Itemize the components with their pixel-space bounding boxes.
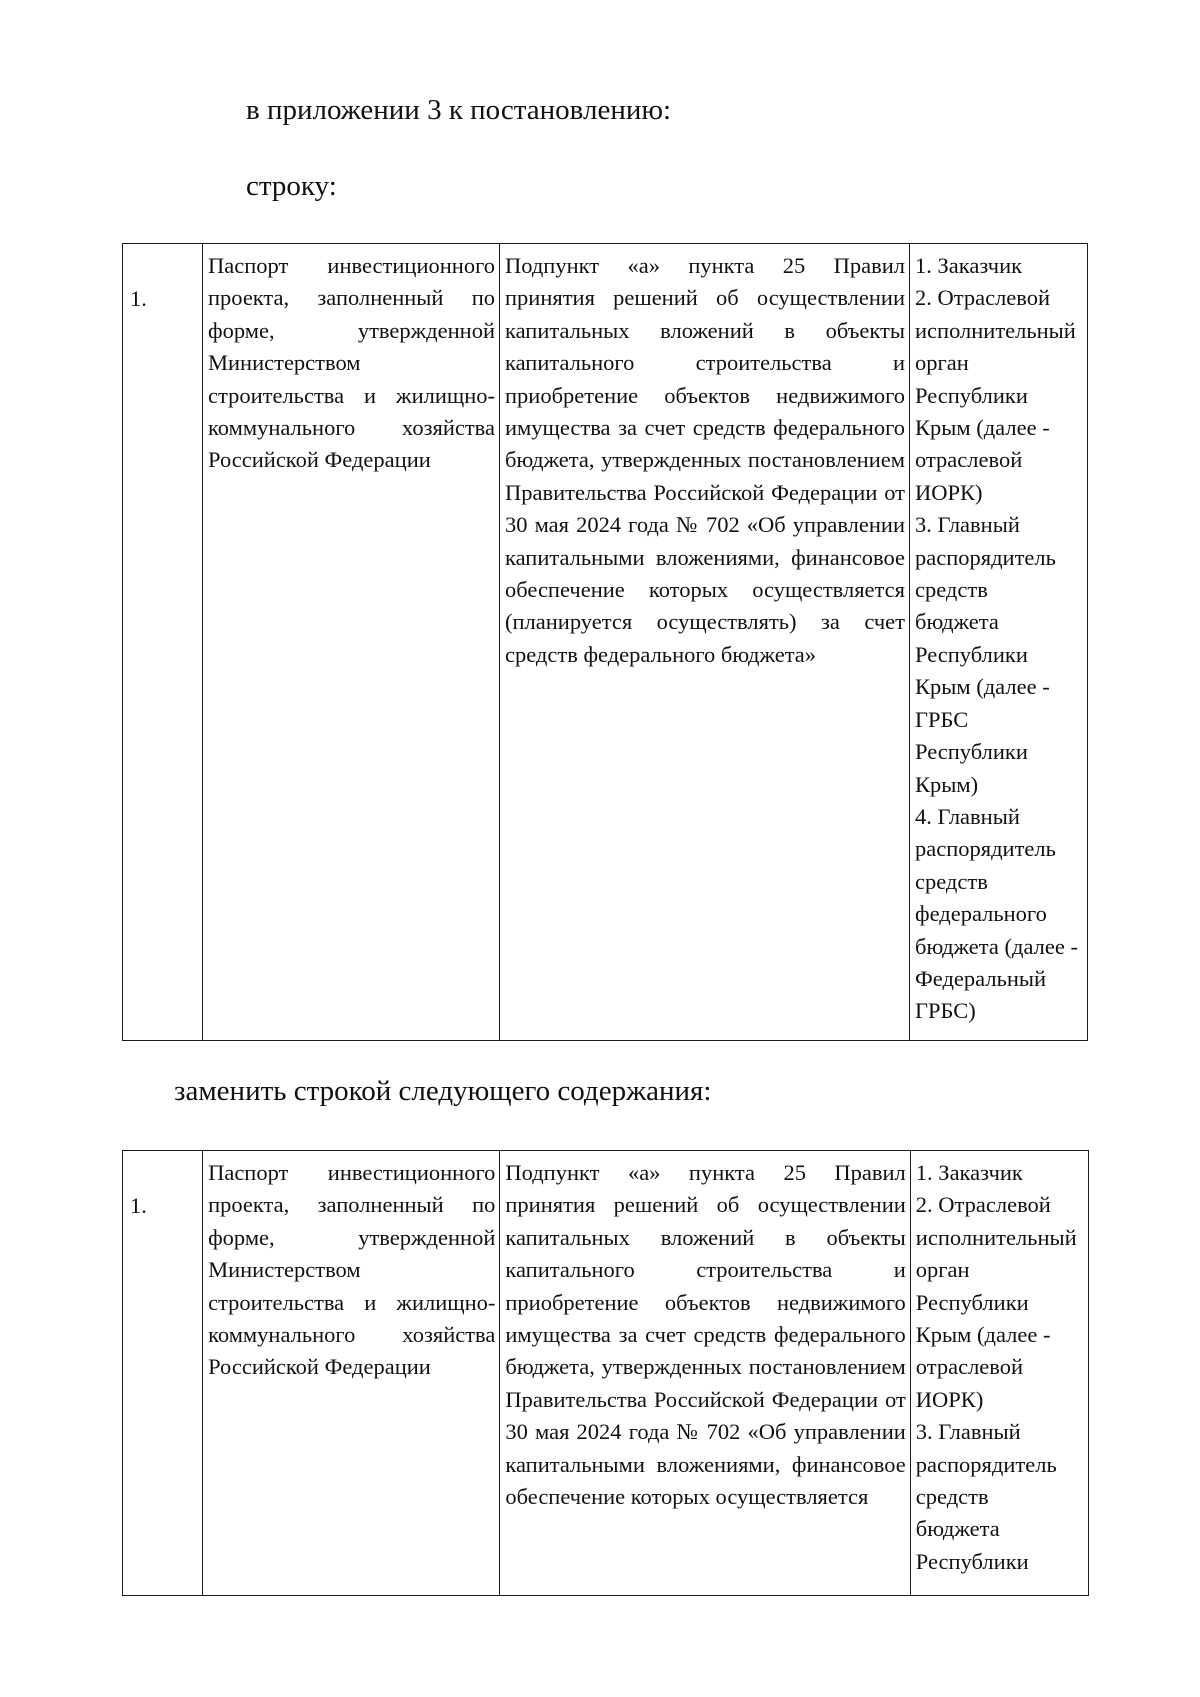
participant-line: Республики [915,641,1028,667]
intro-text: в приложении 3 к постановлению: [246,94,672,126]
participant-line: Республики [915,1289,1029,1315]
participant-line: 2. Отраслевой [915,1192,1051,1218]
document-cell [203,1151,500,1596]
participant-line: 3. Главный [915,512,1020,538]
participant-line: бюджета [915,609,999,635]
participant-line: средств [915,868,988,894]
participant-line: орган [915,350,969,376]
basis-cell [500,244,910,1041]
participants-list [916,1157,1084,1578]
row-number-cell [123,244,203,1041]
participant-line: исполнительный [915,317,1076,343]
participant-line: распорядитель [915,1451,1057,1477]
participant-line: 2. Отраслевой [915,285,1051,311]
row-number: 1. [130,1193,147,1218]
participant-line: Крым (далее - [915,674,1050,700]
participant-line: Крым (далее - [915,1322,1051,1348]
participants-cell [910,244,1088,1041]
row-number: 1. [130,286,147,311]
row-label: строку: [246,170,337,202]
participant-line: 3. Главный [915,1419,1021,1445]
participant-line: 1. Заказчик [915,253,1023,278]
participant-line: отраслевой [915,447,1023,473]
participant-line: средств [915,577,988,603]
participant-line: Республики [915,1548,1029,1574]
participant-line: бюджета (далее - [915,933,1078,959]
old-row-table [122,243,1088,1041]
participants-list [915,250,1083,1028]
participant-line: Крым (далее - [915,415,1050,441]
row-number-cell [123,1151,203,1596]
participant-line: распорядитель [915,544,1056,570]
basis-cell [500,1151,910,1596]
participant-line: ИОРК) [915,479,983,505]
participant-line: ГРБС [915,706,969,732]
document-text: Паспорт инвестиционного проекта, заполненный по форме, утвержденной Министерством строительства и жилищно-коммунального хозяйства Российской Федерации [208,253,495,473]
participant-line: 4. Главный [915,803,1020,829]
document-text: Паспорт инвестиционного проекта, заполненный по форме, утвержденной Министерством строительства и жилищно-коммунального хозяйства Российской Федерации [208,1160,496,1380]
participant-line: Республики [915,739,1028,765]
participant-line: Крым) [915,771,979,797]
participant-line: Республики [915,382,1028,408]
participant-line: федерального [915,901,1047,927]
table-row [123,244,1088,1041]
new-row-table [122,1150,1089,1596]
participant-line: распорядитель [915,836,1056,862]
participant-line: Федеральный [915,965,1047,991]
participant-line: 1. Заказчик [915,1160,1023,1185]
participant-line: средств [915,1484,989,1510]
participant-line: исполнительный [915,1224,1077,1250]
table-row [123,1151,1089,1596]
basis-text: Подпункт «а» пункта 25 Правил принятия решений об осуществлении капитальных вложений в объекты капитального строительства и приобретение объектов недвижимого имущества за счет средств федерального бюджета, утвержденных постановлением Правительства Российской Федерации от 30 мая 2024 года № 702 «Об управлении капитальными вложениями, финансовое обеспечение которых осуществляется [505,1160,906,1510]
participant-line: отраслевой [915,1354,1024,1380]
participant-line: орган [915,1257,970,1283]
participants-cell [910,1151,1088,1596]
replace-label: заменить строкой следующего содержания: [174,1075,712,1107]
basis-text: Подпункт «а» пункта 25 Правил принятия решений об осуществлении капитальных вложений в объекты капитального строительства и приобретение объектов недвижимого имущества за счет средств федерального бюджета, утвержденных постановлением Правительства Российской Федерации от 30 мая 2024 года № 702 «Об управлении капитальными вложениями, финансовое обеспечение которых осуществляется (планируется осуществлять) за счет средств федерального бюджета» [505,253,905,667]
participant-line: ГРБС) [915,998,976,1024]
participant-line: ИОРК) [915,1386,984,1412]
participant-line: бюджета [915,1516,1000,1542]
document-cell [203,244,500,1041]
